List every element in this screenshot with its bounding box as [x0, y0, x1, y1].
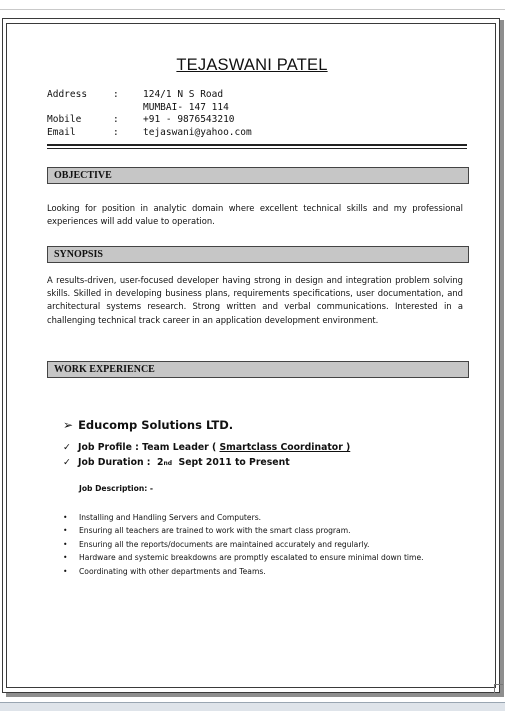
- contact-block: [47, 89, 252, 139]
- synopsis-header: SYNOPSIS: [47, 246, 469, 263]
- objective-text: Looking for position in analytic domain where excellent technical skills and my professional experiences will add value to operation.: [47, 203, 463, 227]
- duty-text: Hardware and systemic breakdowns are promptly escalated to ensure minimal down time.: [79, 553, 424, 563]
- contact-row-address: [47, 89, 252, 102]
- resume-page: [2, 18, 500, 693]
- job-duration-dates: Sept 2011 to Present: [172, 457, 290, 468]
- contact-row-address-line2: [47, 102, 252, 115]
- job-duration-row: [63, 455, 350, 471]
- page-border: [6, 23, 496, 688]
- top-window-strip: [0, 0, 505, 10]
- duties-list: [63, 511, 459, 578]
- job-profile-label: Job Profile : Team Leader (: [78, 442, 220, 453]
- duty-text: Ensuring all teachers are trained to work with the smart class program.: [79, 526, 351, 536]
- list-item: [63, 551, 459, 564]
- header-divider-thin: [47, 148, 467, 149]
- contact-label: Email: [47, 126, 76, 138]
- contact-separator: :: [113, 114, 119, 125]
- synopsis-text: A results-driven, user-focused developer having strong in design and integration problem solving skills. Skilled in developing business plans, requirements specifications, user documentation, and architectural systems research. Strong written and verbal communications. Interested in a challenging technical track career in an application development environment.: [47, 275, 463, 325]
- contact-row-email: [47, 127, 252, 140]
- resize-corner-icon[interactable]: [494, 684, 503, 693]
- company-name: Educomp Solutions LTD.: [78, 418, 234, 432]
- email-link[interactable]: tejaswani@yahoo.com: [143, 126, 252, 138]
- list-item: [63, 511, 459, 524]
- contact-value: +91 - 9876543210: [143, 114, 235, 125]
- work-experience-header: WORK EXPERIENCE: [47, 361, 469, 378]
- contact-label: [47, 102, 113, 115]
- list-item: [63, 538, 459, 551]
- contact-value: 124/1 N S Road: [143, 89, 224, 100]
- check-icon: ✓: [63, 457, 71, 468]
- job-duration-label: Job Duration : 2: [78, 457, 164, 468]
- check-icon: ✓: [63, 442, 71, 453]
- contact-row-mobile: [47, 114, 252, 127]
- job-details: [63, 440, 350, 471]
- bullet-icon: •: [63, 566, 68, 576]
- ordinal-suffix: nd: [163, 460, 173, 467]
- bullet-icon: •: [63, 553, 68, 563]
- contact-label: Address: [47, 89, 88, 100]
- list-item: [63, 565, 459, 578]
- header-divider-thick: [47, 144, 467, 146]
- objective-header: OBJECTIVE: [47, 167, 469, 184]
- contact-label: Mobile: [47, 114, 82, 125]
- contact-separator: [113, 102, 143, 115]
- bullet-icon: •: [63, 513, 68, 522]
- job-profile-row: [63, 440, 350, 455]
- contact-separator: :: [113, 126, 119, 138]
- contact-separator: :: [113, 89, 119, 100]
- bullet-icon: •: [63, 539, 68, 549]
- arrow-bullet-icon: ➢: [63, 418, 74, 432]
- candidate-name: TEJASWANI PATEL: [176, 56, 328, 74]
- duty-text: Coordinating with other departments and Teams.: [79, 566, 266, 576]
- bullet-icon: •: [63, 526, 68, 536]
- company-heading: [63, 418, 233, 432]
- list-item: [63, 524, 459, 537]
- contact-value: MUMBAI- 147 114: [143, 101, 229, 113]
- duty-text: Ensuring all the reports/documents are maintained accurately and regularly.: [79, 539, 370, 549]
- job-description-label: Job Description: -: [79, 484, 154, 493]
- job-profile-role: Smartclass Coordinator ): [219, 442, 351, 453]
- duty-text: Installing and Handling Servers and Computers.: [79, 513, 262, 522]
